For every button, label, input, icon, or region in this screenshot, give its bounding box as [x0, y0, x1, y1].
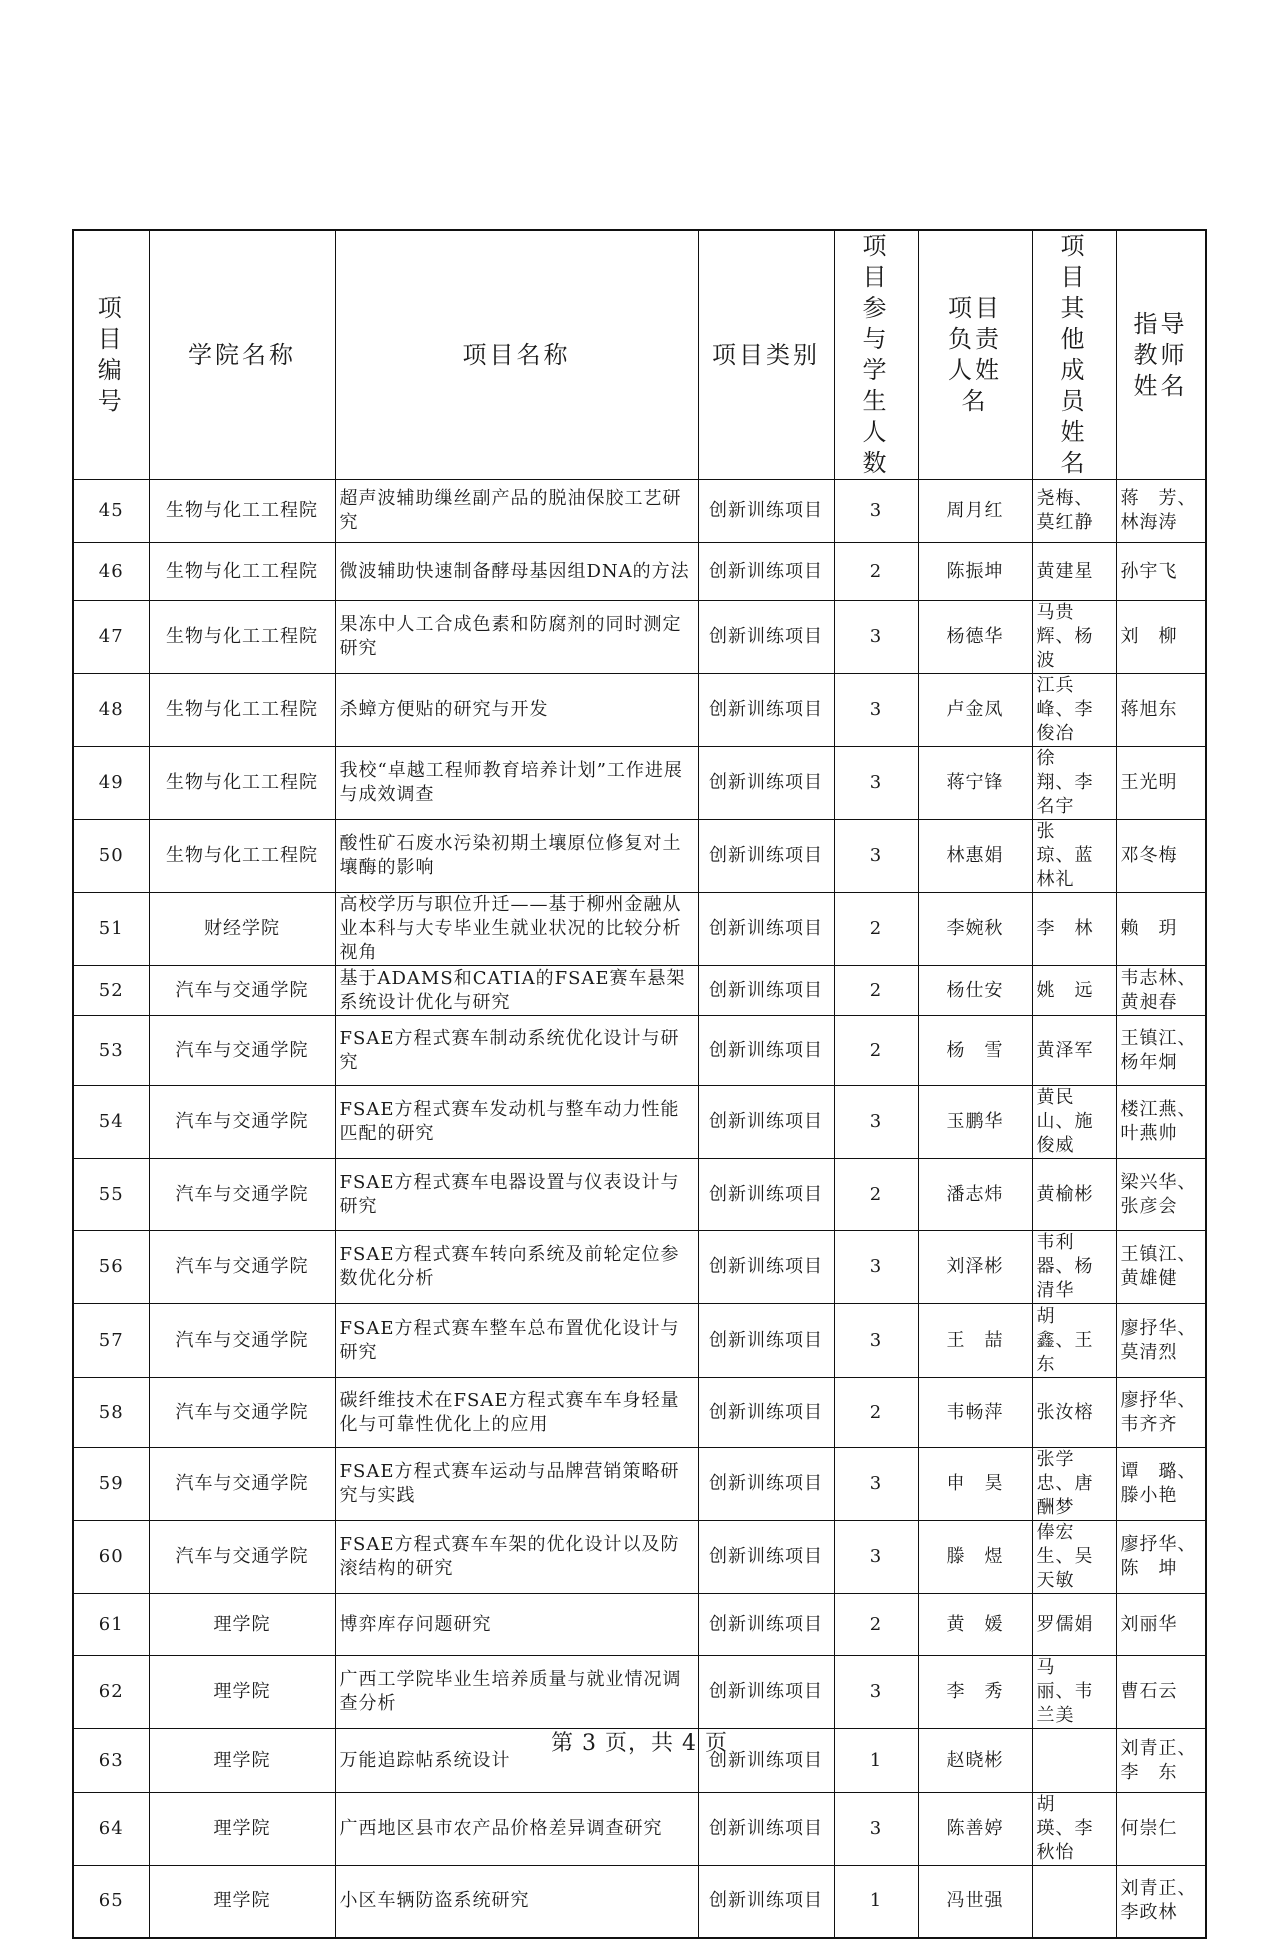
cell-category: 创新训练项目 [698, 543, 834, 601]
table-body [73, 480, 1206, 1938]
cell-members: 张学忠、唐酬梦 [1032, 1448, 1116, 1521]
cell-leader: 林惠娟 [918, 820, 1032, 893]
cell-participants: 3 [834, 1793, 918, 1866]
table-row [73, 1656, 1206, 1729]
cell-participants: 3 [834, 820, 918, 893]
cell-college: 汽车与交通学院 [149, 966, 335, 1016]
cell-participants: 2 [834, 1378, 918, 1448]
cell-id: 48 [73, 674, 149, 747]
cell-category: 创新训练项目 [698, 1729, 834, 1793]
cell-advisor: 刘 柳 [1116, 601, 1206, 674]
page-footer: 第 3 页，共 4 页 [551, 1731, 728, 1756]
table-row [73, 1304, 1206, 1378]
cell-project-name: FSAE方程式赛车电器设置与仪表设计与研究 [335, 1159, 698, 1231]
cell-project-name: 我校“卓越工程师教育培养计划”工作进展与成效调查 [335, 747, 698, 820]
cell-college: 汽车与交通学院 [149, 1159, 335, 1231]
cell-college: 汽车与交通学院 [149, 1086, 335, 1159]
cell-advisor: 廖抒华、陈 坤 [1116, 1521, 1206, 1594]
cell-id: 58 [73, 1378, 149, 1448]
cell-leader: 王 喆 [918, 1304, 1032, 1378]
cell-project-name: 杀蟑方便贴的研究与开发 [335, 674, 698, 747]
cell-participants: 3 [834, 1231, 918, 1304]
table-row [73, 966, 1206, 1016]
cell-id: 63 [73, 1729, 149, 1793]
table-row [73, 543, 1206, 601]
cell-college: 生物与化工工程院 [149, 480, 335, 543]
cell-advisor: 何崇仁 [1116, 1793, 1206, 1866]
cell-members: 马贵辉、杨 波 [1032, 601, 1116, 674]
cell-leader: 申 昊 [918, 1448, 1032, 1521]
cell-category: 创新训练项目 [698, 1304, 834, 1378]
cell-id: 57 [73, 1304, 149, 1378]
cell-project-name: FSAE方程式赛车发动机与整车动力性能匹配的研究 [335, 1086, 698, 1159]
cell-category: 创新训练项目 [698, 1016, 834, 1086]
cell-members: 胡 瑛、李秋怡 [1032, 1793, 1116, 1866]
cell-leader: 刘泽彬 [918, 1231, 1032, 1304]
cell-participants: 1 [834, 1866, 918, 1938]
cell-project-name: 高校学历与职位升迁——基于柳州金融从业本科与大专毕业生就业状况的比较分析视角 [335, 893, 698, 966]
cell-category: 创新训练项目 [698, 1448, 834, 1521]
table-row [73, 1793, 1206, 1866]
cell-college: 汽车与交通学院 [149, 1231, 335, 1304]
table-row [73, 1594, 1206, 1656]
cell-members: 黄泽军 [1032, 1016, 1116, 1086]
cell-id: 51 [73, 893, 149, 966]
cell-leader: 卢金凤 [918, 674, 1032, 747]
cell-leader: 黄 媛 [918, 1594, 1032, 1656]
cell-college: 汽车与交通学院 [149, 1304, 335, 1378]
header-college: 学院名称 [149, 230, 335, 480]
cell-category: 创新训练项目 [698, 1086, 834, 1159]
cell-participants: 3 [834, 747, 918, 820]
cell-id: 53 [73, 1016, 149, 1086]
cell-participants: 3 [834, 674, 918, 747]
cell-college: 财经学院 [149, 893, 335, 966]
cell-leader: 李 秀 [918, 1656, 1032, 1729]
cell-category: 创新训练项目 [698, 601, 834, 674]
cell-id: 64 [73, 1793, 149, 1866]
cell-members: 姚 远 [1032, 966, 1116, 1016]
cell-category: 创新训练项目 [698, 1521, 834, 1594]
table-row [73, 1016, 1206, 1086]
cell-project-name: FSAE方程式赛车运动与品牌营销策略研究与实践 [335, 1448, 698, 1521]
cell-college: 理学院 [149, 1866, 335, 1938]
cell-participants: 3 [834, 480, 918, 543]
cell-advisor: 王镇江、杨年炯 [1116, 1016, 1206, 1086]
cell-college: 理学院 [149, 1793, 335, 1866]
cell-college: 生物与化工工程院 [149, 674, 335, 747]
cell-project-name: FSAE方程式赛车制动系统优化设计与研究 [335, 1016, 698, 1086]
cell-participants: 2 [834, 1159, 918, 1231]
cell-participants: 2 [834, 1594, 918, 1656]
cell-participants: 3 [834, 1304, 918, 1378]
cell-advisor: 蒋 芳、林海涛 [1116, 480, 1206, 543]
header-category: 项目类别 [698, 230, 834, 480]
cell-category: 创新训练项目 [698, 747, 834, 820]
project-table-container [72, 229, 1207, 1939]
cell-project-name: 碳纤维技术在FSAE方程式赛车车身轻量化与可靠性优化上的应用 [335, 1378, 698, 1448]
cell-id: 47 [73, 601, 149, 674]
cell-leader: 潘志炜 [918, 1159, 1032, 1231]
cell-id: 61 [73, 1594, 149, 1656]
cell-advisor: 王光明 [1116, 747, 1206, 820]
cell-advisor: 蒋旭东 [1116, 674, 1206, 747]
cell-leader: 韦畅萍 [918, 1378, 1032, 1448]
cell-college: 生物与化工工程院 [149, 747, 335, 820]
cell-category: 创新训练项目 [698, 674, 834, 747]
header-project-name: 项目名称 [335, 230, 698, 480]
cell-advisor: 曹石云 [1116, 1656, 1206, 1729]
cell-leader: 冯世强 [918, 1866, 1032, 1938]
cell-college: 生物与化工工程院 [149, 820, 335, 893]
cell-participants: 3 [834, 1086, 918, 1159]
cell-id: 60 [73, 1521, 149, 1594]
cell-participants: 2 [834, 966, 918, 1016]
cell-advisor: 孙宇飞 [1116, 543, 1206, 601]
table-row [73, 1378, 1206, 1448]
cell-members: 黄建星 [1032, 543, 1116, 601]
project-table [72, 229, 1207, 1939]
cell-id: 52 [73, 966, 149, 1016]
cell-leader: 杨仕安 [918, 966, 1032, 1016]
cell-id: 46 [73, 543, 149, 601]
cell-college: 汽车与交通学院 [149, 1521, 335, 1594]
cell-advisor: 廖抒华、莫清烈 [1116, 1304, 1206, 1378]
cell-category: 创新训练项目 [698, 820, 834, 893]
cell-advisor: 王镇江、黄雄健 [1116, 1231, 1206, 1304]
cell-members: 张 琼、蓝林礼 [1032, 820, 1116, 893]
cell-participants: 2 [834, 543, 918, 601]
cell-category: 创新训练项目 [698, 1793, 834, 1866]
cell-advisor: 邓冬梅 [1116, 820, 1206, 893]
cell-project-name: FSAE方程式赛车车架的优化设计以及防滚结构的研究 [335, 1521, 698, 1594]
table-row [73, 674, 1206, 747]
cell-members: 李 林 [1032, 893, 1116, 966]
cell-college: 汽车与交通学院 [149, 1378, 335, 1448]
cell-id: 62 [73, 1656, 149, 1729]
cell-members: 胡 鑫、王 东 [1032, 1304, 1116, 1378]
cell-advisor: 廖抒华、韦齐齐 [1116, 1378, 1206, 1448]
cell-members: 徐 翔、李名宇 [1032, 747, 1116, 820]
header-advisor: 指导教师姓名 [1116, 230, 1206, 480]
cell-members: 黄民山、施俊威 [1032, 1086, 1116, 1159]
cell-college: 汽车与交通学院 [149, 1016, 335, 1086]
header-id: 项目编号 [73, 230, 149, 480]
cell-participants: 3 [834, 1656, 918, 1729]
cell-participants: 2 [834, 893, 918, 966]
cell-advisor: 谭 璐、滕小艳 [1116, 1448, 1206, 1521]
cell-participants: 3 [834, 1448, 918, 1521]
cell-members: 张汝榕 [1032, 1378, 1116, 1448]
cell-college: 生物与化工工程院 [149, 543, 335, 601]
cell-members: 马 丽、韦兰美 [1032, 1656, 1116, 1729]
cell-project-name: 广西工学院毕业生培养质量与就业情况调查分析 [335, 1656, 698, 1729]
cell-project-name: FSAE方程式赛车整车总布置优化设计与研究 [335, 1304, 698, 1378]
table-row [73, 480, 1206, 543]
header-participants: 项目参与学生人数 [834, 230, 918, 480]
cell-id: 56 [73, 1231, 149, 1304]
cell-project-name: 基于ADAMS和CATIA的FSAE赛车悬架系统设计优化与研究 [335, 966, 698, 1016]
cell-college: 生物与化工工程院 [149, 601, 335, 674]
cell-category: 创新训练项目 [698, 1159, 834, 1231]
cell-project-name: 广西地区县市农产品价格差异调查研究 [335, 1793, 698, 1866]
cell-project-name: 微波辅助快速制备酵母基因组DNA的方法 [335, 543, 698, 601]
cell-category: 创新训练项目 [698, 1231, 834, 1304]
cell-advisor: 韦志林、黄昶春 [1116, 966, 1206, 1016]
cell-id: 55 [73, 1159, 149, 1231]
table-row [73, 1866, 1206, 1938]
table-row [73, 1231, 1206, 1304]
cell-participants: 3 [834, 601, 918, 674]
cell-id: 45 [73, 480, 149, 543]
cell-project-name: 小区车辆防盗系统研究 [335, 1866, 698, 1938]
cell-leader: 杨 雪 [918, 1016, 1032, 1086]
cell-project-name: 博弈库存问题研究 [335, 1594, 698, 1656]
cell-project-name: 超声波辅助缫丝副产品的脱油保胶工艺研究 [335, 480, 698, 543]
cell-college: 理学院 [149, 1729, 335, 1793]
cell-category: 创新训练项目 [698, 966, 834, 1016]
cell-participants: 3 [834, 1521, 918, 1594]
cell-advisor: 刘青正、李 东 [1116, 1729, 1206, 1793]
cell-leader: 杨德华 [918, 601, 1032, 674]
table-row [73, 1159, 1206, 1231]
cell-category: 创新训练项目 [698, 480, 834, 543]
cell-members: 俸宏生、吴天敏 [1032, 1521, 1116, 1594]
cell-college: 理学院 [149, 1656, 335, 1729]
cell-leader: 李婉秋 [918, 893, 1032, 966]
cell-project-name: 万能追踪帖系统设计 [335, 1729, 698, 1793]
cell-id: 65 [73, 1866, 149, 1938]
cell-advisor: 刘青正、李政林 [1116, 1866, 1206, 1938]
cell-members: 江兵峰、李俊冶 [1032, 674, 1116, 747]
cell-leader: 滕 煜 [918, 1521, 1032, 1594]
cell-leader: 周月红 [918, 480, 1032, 543]
cell-category: 创新训练项目 [698, 1656, 834, 1729]
cell-project-name: 果冻中人工合成色素和防腐剂的同时测定研究 [335, 601, 698, 674]
cell-project-name: 酸性矿石废水污染初期土壤原位修复对土壤酶的影响 [335, 820, 698, 893]
cell-id: 49 [73, 747, 149, 820]
table-row [73, 747, 1206, 820]
header-leader: 项目负责人姓名 [918, 230, 1032, 480]
cell-id: 54 [73, 1086, 149, 1159]
cell-members: 韦利器、杨清华 [1032, 1231, 1116, 1304]
cell-leader: 玉鹏华 [918, 1086, 1032, 1159]
table-row [73, 1448, 1206, 1521]
header-members: 项目其他成员姓名 [1032, 230, 1116, 480]
cell-leader: 蒋宁锋 [918, 747, 1032, 820]
cell-category: 创新训练项目 [698, 1866, 834, 1938]
cell-college: 汽车与交通学院 [149, 1448, 335, 1521]
table-row [73, 1086, 1206, 1159]
cell-participants: 2 [834, 1016, 918, 1086]
cell-advisor: 赖 玥 [1116, 893, 1206, 966]
cell-advisor: 刘丽华 [1116, 1594, 1206, 1656]
cell-category: 创新训练项目 [698, 1378, 834, 1448]
cell-leader: 陈善婷 [918, 1793, 1032, 1866]
cell-advisor: 楼江燕、叶燕帅 [1116, 1086, 1206, 1159]
cell-members: 黄榆彬 [1032, 1159, 1116, 1231]
table-row [73, 1521, 1206, 1594]
cell-id: 59 [73, 1448, 149, 1521]
cell-members: 尧梅、莫红静 [1032, 480, 1116, 543]
table-row [73, 820, 1206, 893]
cell-project-name: FSAE方程式赛车转向系统及前轮定位参数优化分析 [335, 1231, 698, 1304]
cell-leader: 赵晓彬 [918, 1729, 1032, 1793]
header-row [73, 230, 1206, 480]
cell-advisor: 梁兴华、张彦会 [1116, 1159, 1206, 1231]
cell-category: 创新训练项目 [698, 893, 834, 966]
cell-members [1032, 1866, 1116, 1938]
cell-category: 创新训练项目 [698, 1594, 834, 1656]
cell-id: 50 [73, 820, 149, 893]
table-row [73, 601, 1206, 674]
cell-college: 理学院 [149, 1594, 335, 1656]
table-row [73, 893, 1206, 966]
cell-leader: 陈振坤 [918, 543, 1032, 601]
cell-members: 罗儒娟 [1032, 1594, 1116, 1656]
cell-participants: 1 [834, 1729, 918, 1793]
